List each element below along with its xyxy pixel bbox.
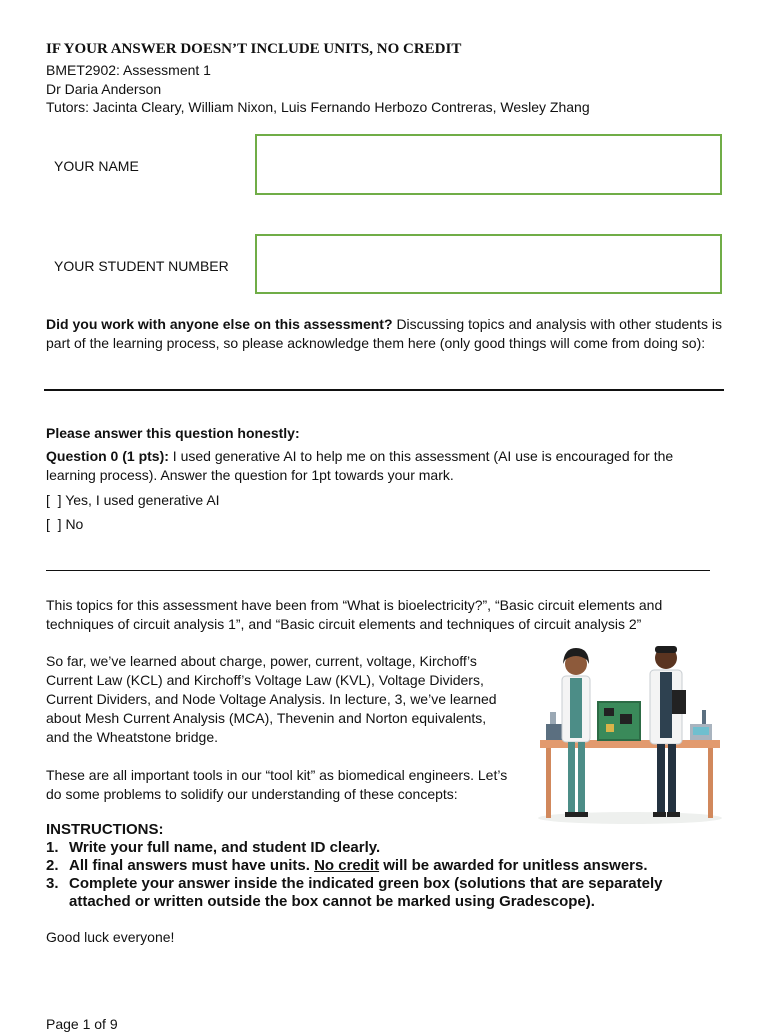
option-yes[interactable]: [ ] Yes, I used generative AI bbox=[46, 492, 220, 508]
name-field[interactable] bbox=[255, 134, 722, 195]
tutors-list: Tutors: Jacinta Cleary, William Nixon, Luis Fernando Herbozo Contreras, Wesley Zhang bbox=[46, 99, 590, 115]
option-no[interactable]: [ ] No bbox=[46, 516, 84, 532]
instruction-item bbox=[46, 839, 726, 857]
instruction-text bbox=[69, 857, 648, 875]
collaboration-question-bold: Did you work with anyone else on this assessment? bbox=[46, 316, 393, 332]
instruction-number: 3. bbox=[46, 875, 59, 892]
question0-body: I used generative AI to help me on this assessment (AI use is encouraged for the learning process). Answer the question for 1pt towards your mark. bbox=[46, 448, 674, 483]
assessment-warning: IF YOUR ANSWER DOESN’T INCLUDE UNITS, NO CREDIT bbox=[46, 41, 462, 57]
instruction-number: 2. bbox=[46, 857, 59, 874]
student-number-field[interactable] bbox=[255, 234, 722, 294]
lecturer-name: Dr Daria Anderson bbox=[46, 81, 162, 97]
collaboration-answer-line[interactable] bbox=[44, 389, 724, 391]
name-label: YOUR NAME bbox=[54, 158, 139, 174]
instruction-text: Complete your answer inside the indicated green box (solutions that are separately attached or written outside the box cannot be marked using Gradescope). bbox=[69, 875, 663, 910]
student-number-label: YOUR STUDENT NUMBER bbox=[54, 258, 229, 274]
learned-paragraph: So far, we’ve learned about charge, power, current, voltage, Kirchoff’s Current Law (KCL) and Kirchoff’s Voltage Law (KVL), Voltage Dividers, Current Dividers, and Node Voltage Analysis. In lecture, 3, we’ve learned about Mesh Current Analysis (MCA), Thevenin and Norton equivalents, and the Wheatstone bridge. bbox=[46, 653, 497, 745]
course-title: BMET2902: Assessment 1 bbox=[46, 62, 211, 78]
instruction-item bbox=[46, 875, 726, 911]
toolkit-paragraph: These are all important tools in our “tool kit” as biomedical engineers. Let’s do some problems to solidify our understanding of these concepts: bbox=[46, 767, 508, 802]
page-number: Page 1 of 9 bbox=[46, 1016, 118, 1032]
question0-label: Question 0 (1 pts): bbox=[46, 448, 169, 464]
instructions bbox=[46, 821, 726, 911]
instruction-text-pre: All final answers must have units. bbox=[69, 857, 315, 874]
section-divider bbox=[46, 570, 710, 571]
instruction-text-post: will be awarded for unitless answers. bbox=[379, 857, 648, 874]
instruction-number: 1. bbox=[46, 839, 59, 856]
instruction-text: Write your full name, and student ID clearly. bbox=[69, 839, 381, 856]
closing-message: Good luck everyone! bbox=[46, 929, 175, 945]
question0-text bbox=[46, 447, 706, 485]
instructions-title: INSTRUCTIONS: bbox=[46, 821, 164, 838]
honesty-heading: Please answer this question honestly: bbox=[46, 425, 300, 441]
topics-paragraph: This topics for this assessment have been from “What is bioelectricity?”, “Basic circuit elements and techniques of circuit analysis 1”, and “Basic circuit elements and techniques of circuit analysis 2” bbox=[46, 597, 663, 632]
collaboration-question-text: Discussing topics and analysis with other students is part of the learning process, so please acknowledge them here (only good things will come from doing so): bbox=[46, 316, 722, 351]
instruction-item bbox=[46, 857, 726, 875]
scientists-lab-illustration bbox=[532, 636, 728, 828]
collaboration-question bbox=[46, 315, 722, 353]
instruction-text-underlined: No credit bbox=[314, 857, 380, 874]
